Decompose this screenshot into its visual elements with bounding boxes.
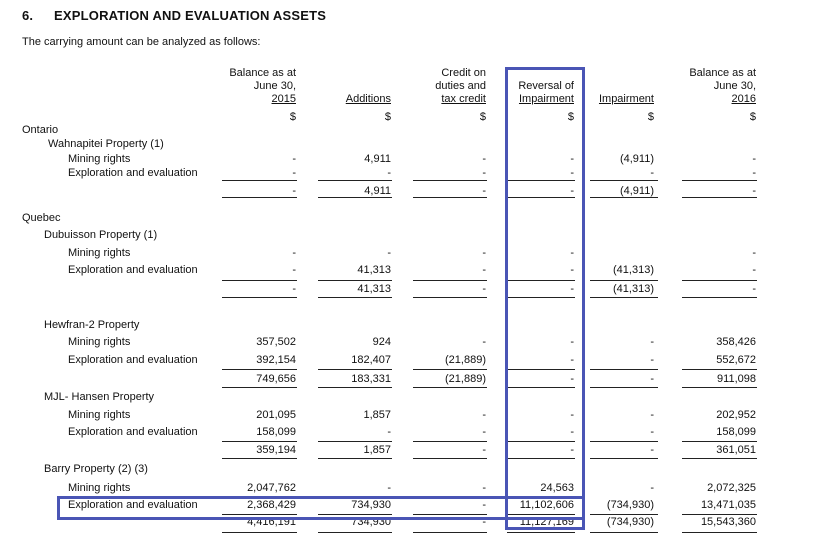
total-cell: 15,543,360 [700, 516, 756, 528]
row-label-item: Mining rights [68, 336, 131, 348]
total-rule [318, 387, 392, 388]
value-cell: 41,313 [357, 264, 391, 276]
currency-symbol: $ [567, 111, 574, 123]
row-label-property: MJL- Hansen Property [44, 391, 155, 403]
value-cell: - [387, 482, 391, 494]
currency-symbol: $ [289, 111, 296, 123]
subtotal-rule [318, 441, 392, 442]
value-cell: - [752, 167, 756, 179]
value-cell: - [570, 247, 574, 259]
value-cell: 734,930 [351, 499, 391, 511]
subtotal-rule [682, 280, 757, 281]
row-label-item: Exploration and evaluation [68, 499, 198, 511]
column-header-line: June 30, [253, 80, 296, 92]
value-cell: - [482, 264, 486, 276]
value-cell: 24,563 [540, 482, 574, 494]
currency-symbol: $ [749, 111, 756, 123]
total-rule [590, 458, 658, 459]
column-header [391, 93, 486, 106]
value-cell: 2,368,429 [247, 499, 296, 511]
subtotal-rule [318, 369, 392, 370]
total-cell: - [570, 444, 574, 456]
value-cell: - [650, 426, 654, 438]
total-rule [318, 532, 392, 533]
column-header-underlined: tax credit [441, 93, 486, 105]
column-header-underlined: 2016 [731, 93, 756, 105]
total-rule [413, 297, 487, 298]
total-cell: 749,656 [256, 373, 296, 385]
value-cell: 924 [372, 336, 391, 348]
row-label-item: Mining rights [68, 247, 131, 259]
value-cell: 182,407 [351, 354, 391, 366]
value-cell: 13,471,035 [700, 499, 756, 511]
subtotal-rule [682, 441, 757, 442]
row-label-item: Mining rights [68, 482, 131, 494]
subtotal-rule [590, 369, 658, 370]
total-rule [413, 532, 487, 533]
row-label-region: Ontario [22, 124, 59, 136]
total-rule [222, 297, 297, 298]
value-cell: 202,952 [716, 409, 756, 421]
total-rule [682, 532, 757, 533]
value-cell: - [482, 336, 486, 348]
total-cell: 4,416,191 [247, 516, 296, 528]
value-cell: - [482, 409, 486, 421]
value-cell: - [482, 482, 486, 494]
row-label-item: Exploration and evaluation [68, 167, 198, 179]
total-rule [222, 532, 297, 533]
total-rule [682, 297, 757, 298]
column-header-line: Balance as at [229, 67, 296, 79]
total-rule [413, 197, 487, 198]
row-label-property: Hewfran-2 Property [44, 319, 140, 331]
total-cell: (4,911) [619, 185, 654, 197]
subtotal-rule [222, 369, 297, 370]
subtotal-rule [413, 369, 487, 370]
total-cell: 911,098 [717, 373, 756, 385]
total-rule [318, 197, 392, 198]
value-cell: 4,911 [364, 153, 391, 165]
total-cell: 183,331 [351, 373, 391, 385]
value-cell: 1,857 [363, 409, 391, 421]
value-cell: (41,313) [613, 264, 654, 276]
total-cell: 1,857 [363, 444, 391, 456]
value-cell: - [387, 167, 391, 179]
value-cell: - [570, 167, 574, 179]
value-cell: - [570, 153, 574, 165]
total-cell: - [292, 283, 296, 295]
column-header [201, 93, 296, 106]
total-rule [590, 197, 658, 198]
value-cell: - [482, 247, 486, 259]
value-cell: - [570, 409, 574, 421]
value-cell: 158,099 [256, 426, 296, 438]
value-cell: - [387, 247, 391, 259]
total-rule [222, 197, 297, 198]
subtotal-rule [590, 280, 658, 281]
subtotal-rule [413, 441, 487, 442]
column-header-line: June 30, [713, 80, 756, 92]
value-cell: 2,072,325 [707, 482, 756, 494]
column-header-line: duties and [435, 80, 486, 92]
subtotal-rule [590, 441, 658, 442]
total-cell: - [570, 373, 574, 385]
total-rule [318, 458, 392, 459]
total-cell: - [482, 283, 486, 295]
total-cell: 734,930 [351, 516, 391, 528]
row-label-item: Exploration and evaluation [68, 354, 198, 366]
value-cell: - [650, 482, 654, 494]
value-cell: - [570, 354, 574, 366]
value-cell: - [570, 336, 574, 348]
row-label-item: Exploration and evaluation [68, 426, 198, 438]
total-rule [590, 532, 658, 533]
value-cell: - [752, 153, 756, 165]
subtotal-rule [590, 514, 658, 515]
total-rule [590, 297, 658, 298]
total-cell: - [482, 185, 486, 197]
row-label-region: Quebec [22, 212, 61, 224]
total-cell: - [752, 283, 756, 295]
column-header-line: Reversal of [518, 80, 574, 92]
highlight-barry-row [57, 496, 585, 520]
total-rule [682, 197, 757, 198]
total-cell: 359,194 [256, 444, 296, 456]
total-cell: - [570, 185, 574, 197]
value-cell: 201,095 [256, 409, 296, 421]
row-label-property: Dubuisson Property (1) [44, 229, 158, 241]
highlight-reversal-column [505, 67, 585, 530]
total-rule [413, 458, 487, 459]
total-cell: - [292, 185, 296, 197]
value-cell: - [650, 167, 654, 179]
value-cell: 2,047,762 [247, 482, 296, 494]
section-title: EXPLORATION AND EVALUATION ASSETS [54, 8, 327, 23]
subtotal-rule [682, 514, 757, 515]
value-cell: (4,911) [619, 153, 654, 165]
row-label-item: Exploration and evaluation [68, 264, 198, 276]
value-cell: 358,426 [716, 336, 756, 348]
total-cell: - [752, 185, 756, 197]
value-cell: - [650, 336, 654, 348]
value-cell: - [482, 167, 486, 179]
column-header-underlined: 2015 [271, 93, 296, 105]
column-header [661, 93, 756, 106]
value-cell: - [752, 264, 756, 276]
subtotal-rule [413, 280, 487, 281]
subtotal-rule [318, 280, 392, 281]
total-cell: (734,930) [606, 516, 654, 528]
total-cell: - [650, 444, 654, 456]
value-cell: - [482, 499, 486, 511]
total-rule [682, 387, 757, 388]
subtotal-rule [222, 280, 297, 281]
subtotal-rule [590, 180, 658, 181]
total-cell: - [482, 516, 486, 528]
row-label-property: Wahnapitei Property (1) [48, 138, 164, 150]
total-cell: - [570, 283, 574, 295]
total-cell: 41,313 [357, 283, 391, 295]
column-header-line: Credit on [441, 67, 486, 79]
section-number: 6. [22, 8, 34, 23]
total-rule [590, 387, 658, 388]
total-cell: - [482, 444, 486, 456]
total-rule [318, 297, 392, 298]
subtotal-rule [222, 441, 297, 442]
row-label-item: Mining rights [68, 409, 131, 421]
subtotal-rule [682, 180, 757, 181]
total-cell: (41,313) [613, 283, 654, 295]
value-cell: 357,502 [256, 336, 296, 348]
intro-text: The carrying amount can be analyzed as follows: [22, 36, 261, 48]
value-cell: - [570, 264, 574, 276]
subtotal-rule [222, 180, 297, 181]
row-label-property: Barry Property (2) (3) [44, 463, 148, 475]
column-header-line: Balance as at [689, 67, 756, 79]
total-rule [507, 532, 575, 533]
value-cell: - [752, 247, 756, 259]
subtotal-rule [682, 369, 757, 370]
total-rule [682, 458, 757, 459]
value-cell: - [292, 264, 296, 276]
value-cell: - [292, 167, 296, 179]
value-cell: - [387, 426, 391, 438]
column-header-underlined: Additions [345, 93, 391, 105]
value-cell: - [292, 247, 296, 259]
currency-symbol: $ [647, 111, 654, 123]
column-header-underlined: Impairment [598, 93, 654, 105]
currency-symbol: $ [479, 111, 486, 123]
total-cell: - [650, 373, 654, 385]
total-rule [222, 458, 297, 459]
total-cell: (21,889) [445, 373, 486, 385]
value-cell: - [292, 153, 296, 165]
value-cell: - [650, 409, 654, 421]
row-label-item: Mining rights [68, 153, 131, 165]
value-cell: - [650, 354, 654, 366]
total-cell: 4,911 [364, 185, 391, 197]
currency-symbol: $ [384, 111, 391, 123]
value-cell: - [570, 426, 574, 438]
value-cell: 158,099 [716, 426, 756, 438]
total-cell: 11,127,169 [519, 516, 574, 528]
column-header [296, 93, 391, 106]
value-cell: - [482, 153, 486, 165]
value-cell: (734,930) [606, 499, 654, 511]
total-rule [413, 387, 487, 388]
value-cell: 11,102,606 [519, 499, 574, 511]
subtotal-rule [413, 180, 487, 181]
column-header-underlined: Impairment [518, 93, 574, 105]
value-cell: 392,154 [256, 354, 296, 366]
total-rule [222, 387, 297, 388]
subtotal-rule [318, 180, 392, 181]
value-cell: - [482, 426, 486, 438]
total-cell: 361,051 [716, 444, 756, 456]
value-cell: (21,889) [445, 354, 486, 366]
value-cell: 552,672 [716, 354, 756, 366]
